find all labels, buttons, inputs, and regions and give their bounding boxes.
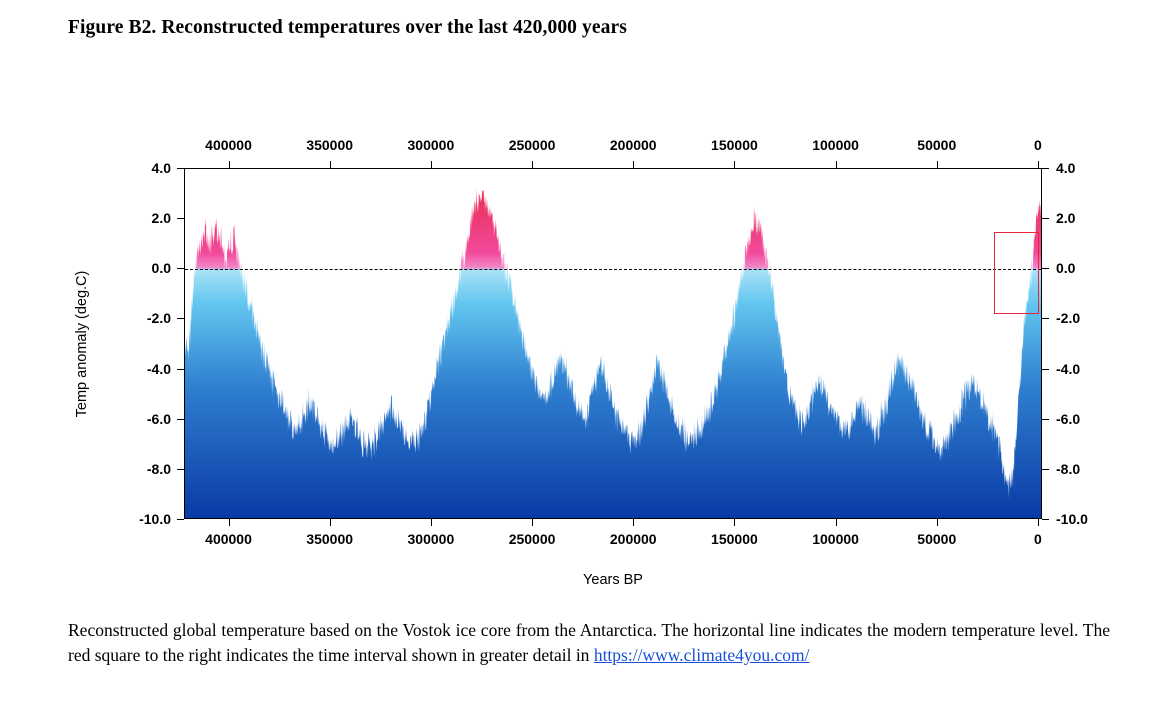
detail-interval-box xyxy=(994,232,1039,315)
plot-area xyxy=(184,168,1042,519)
axis-tick xyxy=(836,519,837,526)
axis-tick xyxy=(177,369,184,370)
y-axis-title: Temp anomaly (deg.C) xyxy=(74,270,90,418)
axis-tick xyxy=(1042,369,1049,370)
x-tick-label-top: 300000 xyxy=(407,137,455,153)
y-tick-label-right: -6.0 xyxy=(1056,410,1081,427)
axis-tick xyxy=(937,161,938,168)
y-tick-label-right: 4.0 xyxy=(1056,160,1076,176)
axis-tick xyxy=(177,168,184,169)
axis-tick xyxy=(633,519,634,526)
page-title: Figure B2. Reconstructed temperatures over the last 420,000 years xyxy=(68,17,627,38)
axis-tick xyxy=(177,469,184,470)
y-tick-label-right: -10.0 xyxy=(1056,511,1088,527)
axis-tick xyxy=(330,519,331,526)
axis-tick xyxy=(532,519,533,526)
y-tick-label-left: -2.0 xyxy=(146,310,171,327)
figure-caption xyxy=(68,618,1110,668)
y-tick-label-left: 2.0 xyxy=(151,210,171,227)
x-tick-label-bottom: 350000 xyxy=(306,531,354,547)
x-tick-label-top: 0 xyxy=(1034,137,1042,153)
y-tick-label-left: -6.0 xyxy=(146,410,171,427)
axis-tick xyxy=(1042,519,1049,520)
x-tick-label-bottom: 250000 xyxy=(508,531,556,547)
axis-tick xyxy=(177,268,184,269)
x-tick-label-bottom: 200000 xyxy=(609,531,657,547)
axis-tick xyxy=(734,161,735,168)
axis-tick xyxy=(1042,268,1049,269)
axis-tick xyxy=(1042,318,1049,319)
x-tick-label-top: 350000 xyxy=(306,137,354,153)
temperature-series-area xyxy=(185,169,1041,518)
axis-tick xyxy=(1042,469,1049,470)
axis-tick xyxy=(431,519,432,526)
axis-tick xyxy=(1042,419,1049,420)
axis-tick xyxy=(177,318,184,319)
axis-tick xyxy=(1038,519,1039,526)
x-tick-label-top: 150000 xyxy=(711,137,758,153)
x-tick-label-top: 200000 xyxy=(609,137,657,153)
axis-tick xyxy=(734,519,735,526)
y-tick-label-left: 0.0 xyxy=(151,260,171,277)
y-tick-label-left: -10.0 xyxy=(139,511,171,527)
x-tick-label-bottom: 400000 xyxy=(205,531,252,547)
y-tick-label-left: -4.0 xyxy=(146,360,171,377)
axis-tick xyxy=(836,161,837,168)
y-tick-label-right: 2.0 xyxy=(1056,210,1076,227)
chart-figure xyxy=(68,110,1108,600)
axis-tick xyxy=(330,161,331,168)
y-tick-label-right: -8.0 xyxy=(1056,460,1081,477)
axis-tick xyxy=(229,161,230,168)
x-tick-label-bottom: 0 xyxy=(1034,531,1042,547)
axis-tick xyxy=(1042,168,1049,169)
axis-tick xyxy=(177,419,184,420)
y-tick-label-right: -2.0 xyxy=(1056,310,1081,327)
x-tick-label-top: 250000 xyxy=(508,137,556,153)
x-tick-label-top: 50000 xyxy=(917,137,957,153)
x-tick-label-bottom: 150000 xyxy=(711,531,758,547)
x-tick-label-bottom: 50000 xyxy=(917,531,957,547)
axis-tick xyxy=(431,161,432,168)
axis-tick xyxy=(229,519,230,526)
axis-tick xyxy=(177,519,184,520)
x-axis-title: Years BP xyxy=(583,572,643,588)
y-tick-label-right: 0.0 xyxy=(1056,260,1076,277)
x-tick-label-bottom: 100000 xyxy=(812,531,859,547)
climate4you-link[interactable]: https://www.climate4you.com/ xyxy=(593,644,810,665)
axis-tick xyxy=(532,161,533,168)
axis-tick xyxy=(1042,218,1049,219)
axis-tick xyxy=(177,218,184,219)
x-tick-label-bottom: 300000 xyxy=(407,531,455,547)
caption-text: Reconstructed global temperature based on the Vostok ice core from the Antarctica. The horizontal line indicates the modern temperature level. The red square to the right indicates the time interval shown in greater detail in xyxy=(68,620,1110,665)
x-tick-label-top: 100000 xyxy=(812,137,859,153)
y-tick-label-left: -8.0 xyxy=(146,460,171,477)
axis-tick xyxy=(937,519,938,526)
axis-tick xyxy=(1038,161,1039,168)
x-tick-label-top: 400000 xyxy=(205,137,252,153)
zero-reference-line xyxy=(185,269,1041,270)
y-tick-label-left: 4.0 xyxy=(151,160,171,176)
y-tick-label-right: -4.0 xyxy=(1056,360,1081,377)
axis-tick xyxy=(633,161,634,168)
